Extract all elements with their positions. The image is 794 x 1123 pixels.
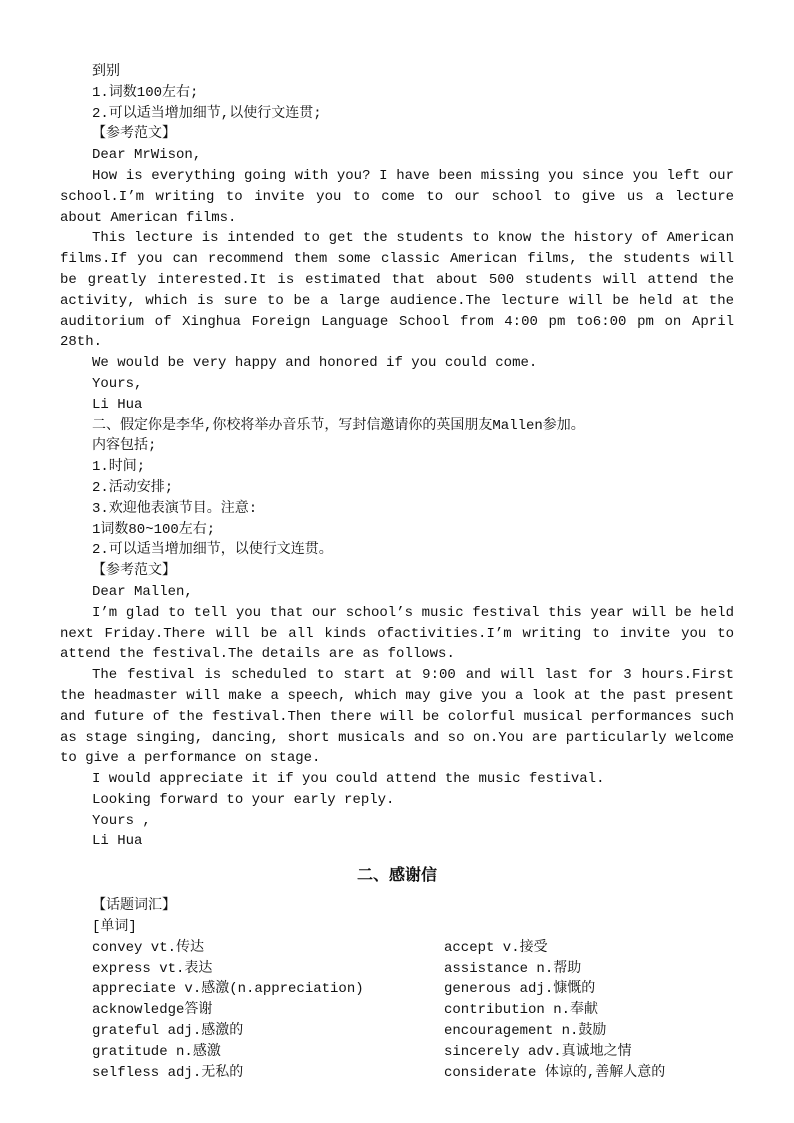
letter2-paragraph-4: Looking forward to your early reply. — [92, 791, 395, 808]
vocab-item: appreciate v.感激(n.appreciation) — [92, 981, 364, 998]
vocab-item: grateful adj.感激的 — [92, 1023, 244, 1040]
letter1-paragraph-1: How is everything going with you? I have been missing you since you left our school.I’m writing to invite you to come to our school to give us a lecture about American films. — [60, 167, 734, 226]
task2-title: 二、假定你是李华,你校将举办音乐节，写封信邀请你的英国朋友Mallen参加。 — [92, 417, 585, 434]
vocab-item: generous adj.慷慨的 — [444, 981, 596, 998]
vocab-item: accept v.接受 — [444, 939, 548, 956]
task2-item: 2.活动安排; — [92, 479, 174, 496]
salutation: Dear MrWison, — [92, 147, 202, 164]
vocab-item: assistance n.帮助 — [444, 960, 582, 977]
letter2-paragraph-3: I would appreciate it if you could attend the music festival. — [92, 771, 605, 788]
task2-item: 1.时间; — [92, 459, 146, 476]
letter1-paragraph-2: This lecture is intended to get the students to know the history of American films.If you can recommend them some classic American films, the students will be greatly interested.It is estimated that about 500 students will attend the activity, which is sure to be a large audience.The lecture will be held at the auditorium of Xinghua Foreign Language School from 4:00 pm to6:00 pm on April 28th. — [60, 230, 734, 351]
task2-item: 3.欢迎他表演节目。注意: — [92, 500, 258, 517]
vocab-item: considerate 体谅的,善解人意的 — [444, 1064, 666, 1081]
topic-vocab-label: 【话题词汇】 — [92, 898, 176, 915]
vocab-item: sincerely adv.真诚地之情 — [444, 1043, 632, 1060]
words-label: [单词] — [92, 919, 137, 936]
letter2-signature: Li Hua — [92, 833, 143, 850]
reference-essay-label: 【参考范文】 — [92, 126, 176, 143]
letter1-closing: Yours, — [92, 375, 143, 392]
letter2-closing: Yours , — [92, 812, 151, 829]
vocab-item: gratitude n.感激 — [92, 1043, 221, 1060]
letter1-paragraph-3: We would be very happy and honored if you could come. — [92, 355, 538, 372]
vocab-item: express vt.表达 — [92, 960, 213, 977]
vocab-item: contribution n.奉献 — [444, 1002, 599, 1019]
letter2-paragraph-1: I’m glad to tell you that our school’s music festival this year will be held next Friday.There will be all kinds ofactivities.I’m writing to invite you to attend the festival.The details are as follows. — [60, 604, 734, 663]
vocab-item: encouragement n.鼓励 — [444, 1023, 607, 1040]
task2-item: 1词数80~100左右; — [92, 521, 216, 538]
section-heading: 二、感谢信 — [356, 865, 437, 885]
salutation: Dear Mallen, — [92, 583, 193, 600]
letter1-signature: Li Hua — [92, 396, 143, 413]
text-line: 2.可以适当增加细节,以使行文连贯; — [92, 105, 322, 122]
vocab-item: convey vt.传达 — [92, 939, 205, 956]
vocab-item: acknowledge答谢 — [92, 1002, 213, 1019]
text-line: 到别 — [92, 64, 120, 80]
vocab-item: selfless adj.无私的 — [92, 1064, 244, 1081]
task2-item: 内容包括; — [92, 438, 157, 455]
task2-item: 2.可以适当增加细节，以使行文连贯。 — [92, 542, 333, 559]
reference-essay-label: 【参考范文】 — [92, 563, 176, 580]
letter2-paragraph-2: The festival is scheduled to start at 9:00 and will last for 3 hours.First the headmaster will make a speech, which may give you a look at the past present and future of the festival.Then there will be colorful musical performances such as stage singing, dancing, short musicals and so on.You are particularly welcome to give a performance on stage. — [60, 667, 734, 767]
vocab-list — [60, 938, 734, 1084]
document-content — [60, 62, 734, 1083]
text-line: 1.词数100左右; — [92, 84, 199, 101]
